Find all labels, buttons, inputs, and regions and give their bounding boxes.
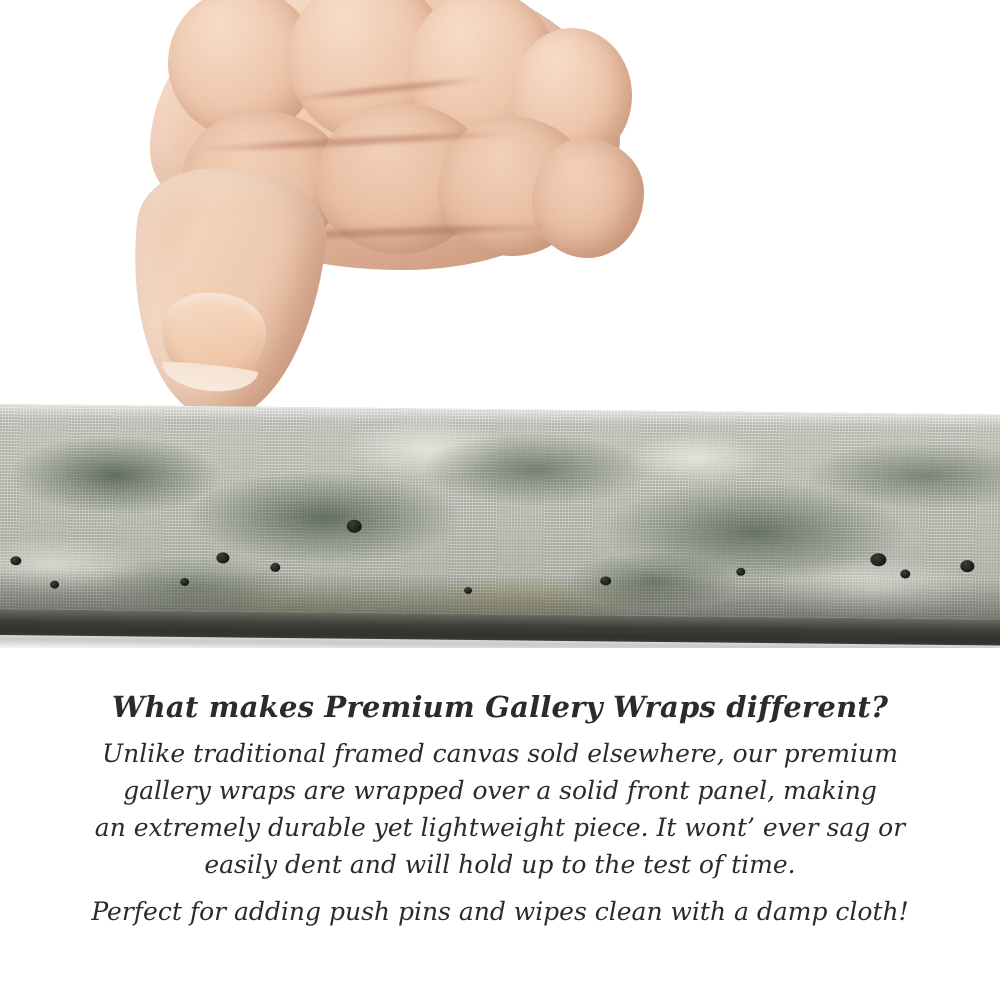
caption-line-2: gallery wraps are wrapped over a solid front panel, making — [123, 775, 877, 805]
caption-line-4: easily dent and will hold up to the test of time. — [204, 849, 796, 879]
caption-line-1: Unlike traditional framed canvas sold elsewhere, our premium — [102, 738, 898, 768]
canvas-speck — [960, 560, 974, 572]
caption-heading: What makes Premium Gallery Wraps different? — [111, 690, 889, 724]
caption-closing-line: Perfect for adding push pins and wipes clean with a damp cloth! — [91, 896, 909, 926]
caption-block — [0, 690, 1000, 930]
canvas-speck — [900, 569, 910, 578]
canvas-speck — [216, 552, 229, 563]
canvas-speck — [347, 520, 362, 533]
finger-fold-4 — [532, 138, 644, 258]
canvas-speck — [180, 578, 189, 586]
canvas-speck — [464, 587, 472, 594]
canvas-speck — [736, 568, 745, 576]
hand-pressing-on-canvas — [120, 0, 640, 430]
canvas-speck — [50, 581, 59, 589]
canvas-speck — [10, 556, 21, 565]
gallery-wrap-canvas-edge — [0, 404, 1000, 648]
canvas-speck — [270, 563, 280, 572]
canvas-speck — [600, 576, 611, 585]
canvas-speck — [870, 553, 886, 566]
index-finger — [117, 161, 332, 429]
caption-line-3: an extremely durable yet lightweight piece. It wont’ ever sag or — [94, 812, 906, 842]
caption-body — [0, 735, 1000, 930]
canvas-print-surface — [0, 404, 1000, 620]
